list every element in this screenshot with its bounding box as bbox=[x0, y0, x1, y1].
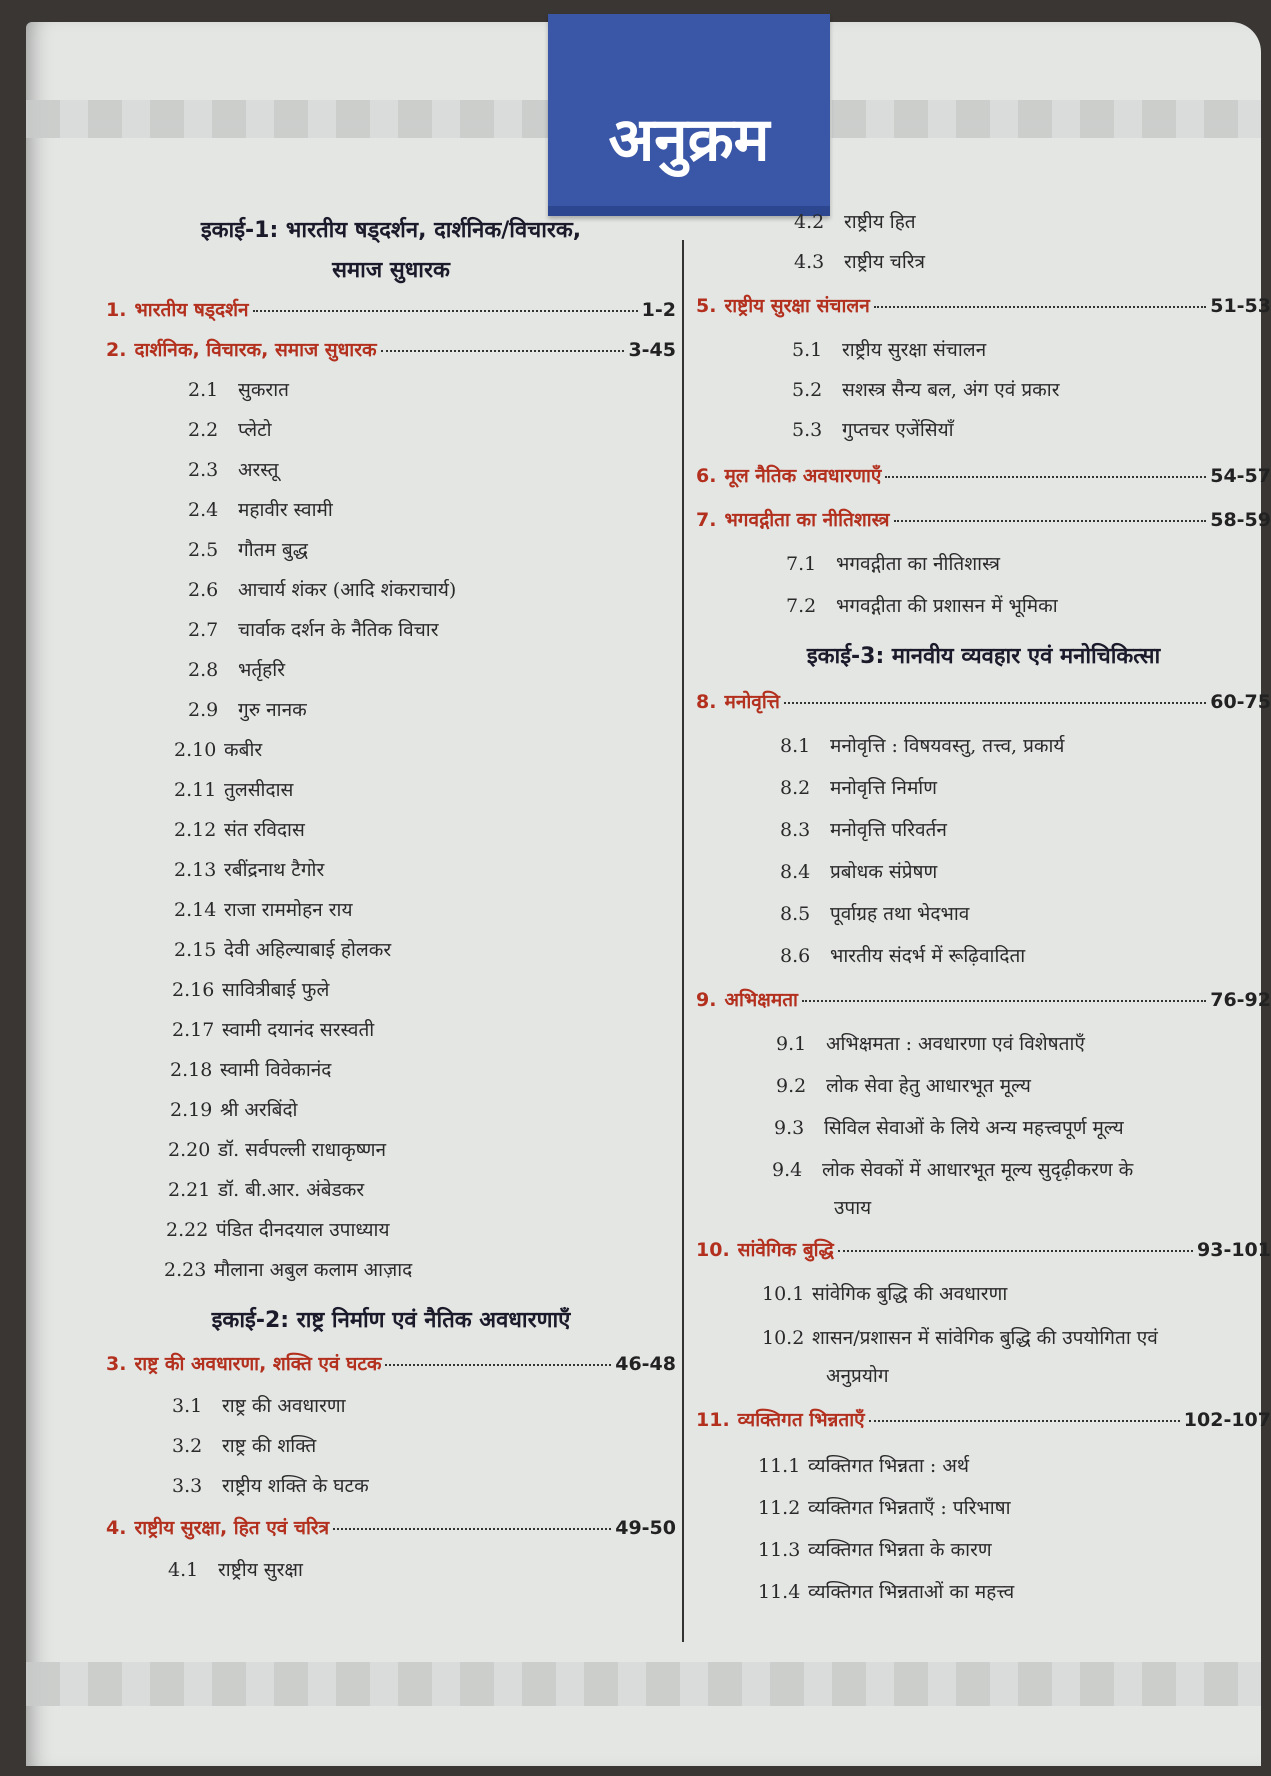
toc-chapter-entry[interactable] bbox=[106, 336, 676, 362]
subentry-number: 8.2 bbox=[780, 777, 811, 799]
toc-subentry[interactable] bbox=[172, 1016, 676, 1042]
dot-leader bbox=[838, 1250, 1193, 1252]
subentry-number: 2.15 bbox=[174, 939, 217, 961]
dot-leader bbox=[381, 350, 625, 352]
toc-subentry[interactable] bbox=[174, 936, 676, 962]
subentry-number: 2.6 bbox=[188, 579, 219, 601]
toc-subentry[interactable] bbox=[794, 248, 1271, 274]
toc-subentry[interactable] bbox=[188, 696, 676, 722]
subentry-number: 2.13 bbox=[174, 859, 217, 881]
toc-chapter-entry[interactable] bbox=[696, 506, 1271, 532]
subentry-title: सिविल सेवाओं के लिये अन्य महत्त्वपूर्ण मूल्य bbox=[824, 1117, 1124, 1139]
toc-subentry[interactable] bbox=[758, 1536, 1271, 1562]
dot-leader bbox=[253, 310, 638, 312]
chapter-number: 6. bbox=[696, 465, 717, 487]
subentry-title: मनोवृत्ति परिवर्तन bbox=[830, 819, 947, 841]
subentry-number: 8.5 bbox=[780, 903, 811, 925]
toc-subentry[interactable] bbox=[174, 776, 676, 802]
toc-subentry[interactable] bbox=[780, 858, 1271, 884]
toc-subentry[interactable] bbox=[780, 732, 1271, 758]
subentry-number: 2.4 bbox=[188, 499, 219, 521]
toc-subentry[interactable] bbox=[780, 816, 1271, 842]
subentry-number: 2.19 bbox=[170, 1099, 213, 1121]
subentry-title: शासन/प्रशासन में सांवेगिक बुद्धि की उपयोगिता एवं bbox=[812, 1327, 1158, 1349]
subentry-number: 3.2 bbox=[172, 1435, 203, 1457]
toc-subentry[interactable] bbox=[776, 1030, 1271, 1056]
subentry-number: 11.1 bbox=[758, 1455, 801, 1477]
subentry-title: भर्तृहरि bbox=[238, 659, 285, 681]
chapter-number: 7. bbox=[696, 509, 717, 531]
subentry-number: 7.2 bbox=[786, 595, 817, 617]
subentry-number: 2.11 bbox=[174, 779, 217, 801]
subentry-title: देवी अहिल्याबाई होलकर bbox=[224, 939, 392, 961]
subentry-number: 2.18 bbox=[170, 1059, 213, 1081]
toc-subentry[interactable] bbox=[792, 336, 1271, 362]
subentry-title: गुप्तचर एजेंसियाँ bbox=[842, 419, 954, 441]
subentry-title: राष्ट्रीय सुरक्षा bbox=[218, 1559, 303, 1581]
subentry-title: पंडित दीनदयाल उपाध्याय bbox=[216, 1219, 390, 1241]
dot-leader bbox=[894, 520, 1207, 522]
unit-heading: इकाई-3: मानवीय व्यवहार एवं मनोचिकित्सा bbox=[806, 644, 1161, 669]
toc-subentry[interactable] bbox=[780, 942, 1271, 968]
toc-chapter-entry[interactable] bbox=[106, 1350, 676, 1376]
toc-subentry[interactable] bbox=[780, 900, 1271, 926]
subentry-title: अनुप्रयोग bbox=[826, 1365, 889, 1387]
toc-subentry[interactable] bbox=[168, 1556, 676, 1582]
subentry-number: 2.17 bbox=[172, 1019, 215, 1041]
subentry-title: अरस्तू bbox=[238, 459, 279, 481]
chapter-title: अभिक्षमता bbox=[724, 989, 798, 1011]
subentry-number: 2.5 bbox=[188, 539, 219, 561]
subentry-number: 8.6 bbox=[780, 945, 811, 967]
subentry-title: गुरु नानक bbox=[238, 699, 307, 721]
chapter-number: 9. bbox=[696, 989, 717, 1011]
chapter-number: 3. bbox=[106, 1353, 127, 1375]
toc-subentry[interactable] bbox=[174, 736, 676, 762]
subentry-title: राष्ट्र की शक्ति bbox=[222, 1435, 317, 1457]
toc-subentry[interactable] bbox=[794, 208, 1271, 234]
chapter-number: 4. bbox=[106, 1517, 127, 1539]
toc-subentry[interactable] bbox=[762, 1324, 1271, 1350]
subentry-title: राष्ट्र की अवधारणा bbox=[222, 1395, 346, 1417]
chapter-title: भारतीय षड्दर्शन bbox=[134, 299, 249, 321]
chapter-pages: 58-59 bbox=[1210, 509, 1271, 531]
toc-subentry[interactable] bbox=[792, 376, 1271, 402]
toc-subentry[interactable] bbox=[168, 1136, 676, 1162]
subentry-title: गौतम बुद्ध bbox=[238, 539, 308, 561]
toc-subentry[interactable] bbox=[188, 496, 676, 522]
subentry-title: आचार्य शंकर (आदि शंकराचार्य) bbox=[238, 579, 457, 601]
subentry-title: श्री अरबिंदो bbox=[220, 1099, 298, 1121]
subentry-number: 5.1 bbox=[792, 339, 823, 361]
chapter-title: मनोवृत्ति bbox=[724, 691, 780, 713]
subentry-number: 9.4 bbox=[772, 1159, 803, 1181]
toc-chapter-entry[interactable] bbox=[696, 1236, 1271, 1262]
subentry-title: चार्वाक दर्शन के नैतिक विचार bbox=[238, 619, 439, 641]
subentry-number: 2.20 bbox=[168, 1139, 211, 1161]
dot-leader bbox=[885, 476, 1206, 478]
subentry-title: सुकरात bbox=[238, 379, 289, 401]
toc-subentry[interactable] bbox=[786, 550, 1271, 576]
subentry-number: 10.1 bbox=[762, 1283, 805, 1305]
toc-subentry[interactable] bbox=[172, 1432, 676, 1458]
toc-subentry[interactable] bbox=[172, 976, 676, 1002]
subentry-title: कबीर bbox=[224, 739, 263, 761]
toc-subentry[interactable] bbox=[188, 536, 676, 562]
toc-subentry[interactable] bbox=[174, 896, 676, 922]
chapter-number: 10. bbox=[696, 1239, 730, 1261]
toc-subentry-continuation bbox=[834, 1194, 1271, 1220]
toc-subentry[interactable] bbox=[188, 376, 676, 402]
subentry-title: संत रविदास bbox=[224, 819, 305, 841]
toc-subentry[interactable] bbox=[772, 1156, 1271, 1182]
chapter-title: भगवद्गीता का नीतिशास्त्र bbox=[724, 509, 890, 531]
toc-subentry[interactable] bbox=[166, 1216, 676, 1242]
toc-subentry[interactable] bbox=[172, 1472, 676, 1498]
subentry-number: 9.1 bbox=[776, 1033, 807, 1055]
subentry-title: अभिक्षमता : अवधारणा एवं विशेषताएँ bbox=[826, 1033, 1085, 1055]
title-banner bbox=[548, 14, 830, 216]
dot-leader bbox=[784, 702, 1206, 704]
subentry-number: 3.3 bbox=[172, 1475, 203, 1497]
subentry-title: स्वामी विवेकानंद bbox=[220, 1059, 332, 1081]
subentry-number: 2.9 bbox=[188, 699, 219, 721]
bottom-decorative-band bbox=[26, 1662, 1261, 1706]
chapter-title: सांवेगिक बुद्धि bbox=[737, 1239, 834, 1261]
subentry-number: 11.3 bbox=[758, 1539, 801, 1561]
subentry-title: प्लेटो bbox=[238, 419, 272, 441]
toc-subentry[interactable] bbox=[792, 416, 1271, 442]
subentry-number: 2.21 bbox=[168, 1179, 211, 1201]
subentry-number: 2.22 bbox=[166, 1219, 209, 1241]
subentry-number: 11.4 bbox=[758, 1581, 801, 1603]
book-page bbox=[26, 22, 1271, 1766]
toc-subentry[interactable] bbox=[170, 1056, 676, 1082]
subentry-title: राष्ट्रीय हित bbox=[844, 211, 916, 233]
chapter-title: राष्ट्रीय सुरक्षा संचालन bbox=[724, 295, 870, 317]
subentry-number: 9.2 bbox=[776, 1075, 807, 1097]
toc-subentry[interactable] bbox=[174, 816, 676, 842]
subentry-title: भगवद्गीता का नीतिशास्त्र bbox=[836, 553, 1000, 575]
subentry-title: भगवद्गीता की प्रशासन में भूमिका bbox=[836, 595, 1058, 617]
toc-subentry[interactable] bbox=[758, 1578, 1271, 1604]
toc-subentry[interactable] bbox=[776, 1072, 1271, 1098]
toc-subentry[interactable] bbox=[774, 1114, 1271, 1140]
unit-heading: समाज सुधारक bbox=[332, 258, 450, 283]
chapter-pages: 102-107 bbox=[1183, 1409, 1271, 1431]
toc-chapter-entry[interactable] bbox=[696, 1406, 1271, 1432]
subentry-title: व्यक्तिगत भिन्नता के कारण bbox=[808, 1539, 992, 1561]
subentry-number: 2.7 bbox=[188, 619, 219, 641]
chapter-pages: 49-50 bbox=[615, 1517, 676, 1539]
subentry-number: 2.23 bbox=[164, 1259, 207, 1281]
toc-chapter-entry[interactable] bbox=[696, 462, 1271, 488]
subentry-title: सावित्रीबाई फुले bbox=[222, 979, 330, 1001]
chapter-title: दार्शनिक, विचारक, समाज सुधारक bbox=[134, 339, 377, 361]
toc-chapter-entry[interactable] bbox=[106, 296, 676, 322]
toc-subentry[interactable] bbox=[188, 576, 676, 602]
subentry-number: 8.1 bbox=[780, 735, 811, 757]
subentry-title: लोक सेवकों में आधारभूत मूल्य सुदृढ़ीकरण के bbox=[822, 1159, 1134, 1181]
subentry-title: उपाय bbox=[834, 1197, 872, 1219]
dot-leader bbox=[333, 1528, 611, 1530]
subentry-title: राजा राममोहन राय bbox=[224, 899, 353, 921]
subentry-title: राष्ट्रीय सुरक्षा संचालन bbox=[842, 339, 987, 361]
subentry-title: व्यक्तिगत भिन्नताओं का महत्त्व bbox=[808, 1581, 1015, 1603]
toc-chapter-entry[interactable] bbox=[696, 688, 1271, 714]
chapter-pages: 3-45 bbox=[628, 339, 676, 361]
subentry-title: व्यक्तिगत भिन्नता : अर्थ bbox=[808, 1455, 970, 1477]
subentry-number: 4.1 bbox=[168, 1559, 199, 1581]
toc-subentry[interactable] bbox=[762, 1280, 1271, 1306]
unit-heading: इकाई-1: भारतीय षड्दर्शन, दार्शनिक/विचारक, bbox=[200, 218, 582, 243]
chapter-pages: 93-101 bbox=[1197, 1239, 1271, 1261]
subentry-number: 2.3 bbox=[188, 459, 219, 481]
subentry-title: राष्ट्रीय चरित्र bbox=[844, 251, 926, 273]
toc-chapter-entry[interactable] bbox=[696, 986, 1271, 1012]
subentry-number: 3.1 bbox=[172, 1395, 203, 1417]
subentry-title: स्वामी दयानंद सरस्वती bbox=[222, 1019, 375, 1041]
toc-chapter-entry[interactable] bbox=[106, 1514, 676, 1540]
subentry-title: राष्ट्रीय शक्ति के घटक bbox=[222, 1475, 369, 1497]
subentry-title: मनोवृत्ति निर्माण bbox=[830, 777, 937, 799]
toc-subentry[interactable] bbox=[188, 616, 676, 642]
subentry-title: डॉ. सर्वपल्ली राधाकृष्णन bbox=[218, 1139, 387, 1161]
subentry-number: 8.3 bbox=[780, 819, 811, 841]
chapter-number: 8. bbox=[696, 691, 717, 713]
subentry-number: 11.2 bbox=[758, 1497, 801, 1519]
toc-subentry[interactable] bbox=[780, 774, 1271, 800]
subentry-title: प्रबोधक संप्रेषण bbox=[830, 861, 938, 883]
chapter-pages: 46-48 bbox=[615, 1353, 676, 1375]
subentry-title: महावीर स्वामी bbox=[238, 499, 333, 521]
toc-subentry[interactable] bbox=[168, 1176, 676, 1202]
subentry-number: 2.1 bbox=[188, 379, 219, 401]
toc-subentry[interactable] bbox=[786, 592, 1271, 618]
toc-subentry[interactable] bbox=[164, 1256, 676, 1282]
subentry-number: 2.2 bbox=[188, 419, 219, 441]
chapter-pages: 60-75 bbox=[1210, 691, 1271, 713]
subentry-number: 5.3 bbox=[792, 419, 823, 441]
chapter-pages: 54-57 bbox=[1210, 465, 1271, 487]
subentry-number: 2.16 bbox=[172, 979, 215, 1001]
subentry-number: 4.2 bbox=[794, 211, 825, 233]
toc-chapter-entry[interactable] bbox=[696, 292, 1271, 318]
subentry-number: 10.2 bbox=[762, 1327, 805, 1349]
chapter-title: व्यक्तिगत भिन्नताएँ bbox=[737, 1409, 865, 1431]
subentry-title: तुलसीदास bbox=[224, 779, 294, 801]
toc-subentry[interactable] bbox=[758, 1494, 1271, 1520]
subentry-title: भारतीय संदर्भ में रूढ़िवादिता bbox=[830, 945, 1026, 967]
toc-subentry[interactable] bbox=[188, 656, 676, 682]
dot-leader bbox=[385, 1364, 611, 1366]
chapter-title: राष्ट्रीय सुरक्षा, हित एवं चरित्र bbox=[134, 1517, 330, 1539]
toc-subentry-continuation bbox=[826, 1362, 1271, 1388]
subentry-title: मौलाना अबुल कलाम आज़ाद bbox=[214, 1259, 413, 1281]
chapter-number: 2. bbox=[106, 339, 127, 361]
subentry-title: मनोवृत्ति : विषयवस्तु, तत्त्व, प्रकार्य bbox=[830, 735, 1065, 757]
subentry-number: 2.10 bbox=[174, 739, 217, 761]
chapter-title: राष्ट्र की अवधारणा, शक्ति एवं घटक bbox=[134, 1353, 382, 1375]
subentry-number: 8.4 bbox=[780, 861, 811, 883]
subentry-title: लोक सेवा हेतु आधारभूत मूल्य bbox=[826, 1075, 1031, 1097]
subentry-number: 5.2 bbox=[792, 379, 823, 401]
subentry-title: सांवेगिक बुद्धि की अवधारणा bbox=[812, 1283, 1008, 1305]
subentry-title: व्यक्तिगत भिन्नताएँ : परिभाषा bbox=[808, 1497, 1011, 1519]
dot-leader bbox=[874, 306, 1206, 308]
subentry-number: 2.12 bbox=[174, 819, 217, 841]
chapter-number: 5. bbox=[696, 295, 717, 317]
dot-leader bbox=[869, 1420, 1180, 1422]
chapter-pages: 76-92 bbox=[1210, 989, 1271, 1011]
toc-subentry[interactable] bbox=[170, 1096, 676, 1122]
chapter-pages: 1-2 bbox=[641, 299, 676, 321]
subentry-number: 7.1 bbox=[786, 553, 817, 575]
subentry-title: पूर्वाग्रह तथा भेदभाव bbox=[830, 903, 970, 925]
subentry-title: सशस्त्र सैन्य बल, अंग एवं प्रकार bbox=[842, 379, 1060, 401]
column-divider bbox=[682, 240, 684, 1642]
toc-subentry[interactable] bbox=[174, 856, 676, 882]
chapter-pages: 51-53 bbox=[1210, 295, 1271, 317]
unit-heading: इकाई-2: राष्ट्र निर्माण एवं नैतिक अवधारणाएँ bbox=[211, 1308, 571, 1333]
subentry-number: 2.8 bbox=[188, 659, 219, 681]
toc-subentry[interactable] bbox=[188, 416, 676, 442]
subentry-number: 2.14 bbox=[174, 899, 217, 921]
subentry-number: 4.3 bbox=[794, 251, 825, 273]
toc-subentry[interactable] bbox=[172, 1392, 676, 1418]
dot-leader bbox=[802, 1000, 1206, 1002]
chapter-number: 1. bbox=[106, 299, 127, 321]
subentry-number: 9.3 bbox=[774, 1117, 805, 1139]
subentry-title: डॉ. बी.आर. अंबेडकर bbox=[218, 1179, 365, 1201]
chapter-title: मूल नैतिक अवधारणाएँ bbox=[724, 465, 882, 487]
chapter-number: 11. bbox=[696, 1409, 730, 1431]
toc-subentry[interactable] bbox=[758, 1452, 1271, 1478]
toc-subentry[interactable] bbox=[188, 456, 676, 482]
subentry-title: रबींद्रनाथ टैगोर bbox=[224, 859, 325, 881]
page-title: अनुक्रम bbox=[608, 105, 770, 175]
